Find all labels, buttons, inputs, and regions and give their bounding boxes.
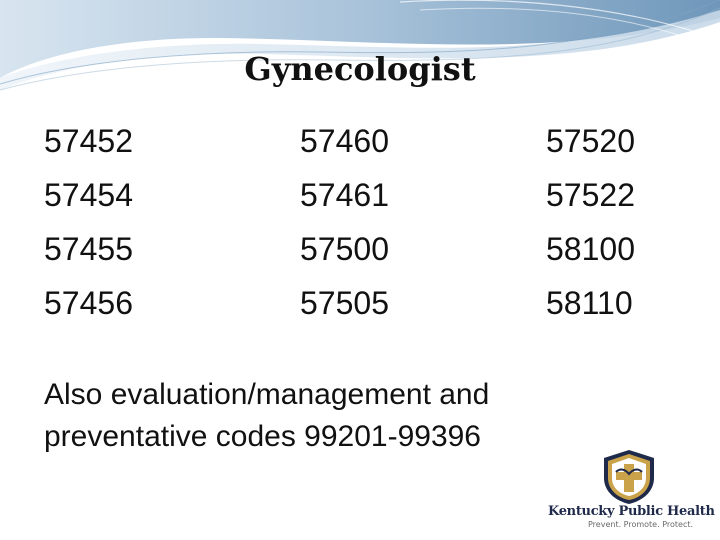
- code-item: 57461: [300, 177, 389, 213]
- code-item: 57452: [44, 123, 133, 159]
- code-item: 57505: [300, 285, 389, 321]
- code-item: 57522: [546, 177, 635, 213]
- slide-title-text: Gynecologist: [244, 50, 476, 88]
- code-item: 58100: [546, 231, 635, 267]
- code-item: 57454: [44, 177, 133, 213]
- code-item: 58110: [546, 285, 633, 321]
- code-column-1: [44, 114, 133, 330]
- note-line-2: preventative codes 99201-99396: [44, 420, 481, 453]
- slide-title: [0, 50, 720, 88]
- shield-cross-icon: [600, 448, 658, 506]
- kentucky-public-health-logo: [548, 448, 716, 528]
- logo-tagline: Prevent. Promote. Protect.: [588, 520, 694, 529]
- code-item: 57500: [300, 231, 389, 267]
- additional-codes-note: [44, 374, 604, 458]
- code-item: 57455: [44, 231, 133, 267]
- logo-name: Kentucky Public Health: [548, 504, 715, 519]
- code-item: 57456: [44, 285, 133, 321]
- code-item: 57520: [546, 123, 635, 159]
- code-column-2: [300, 114, 389, 330]
- code-item: 57460: [300, 123, 389, 159]
- code-column-3: [546, 114, 635, 330]
- note-line-1: Also evaluation/management and: [44, 378, 490, 411]
